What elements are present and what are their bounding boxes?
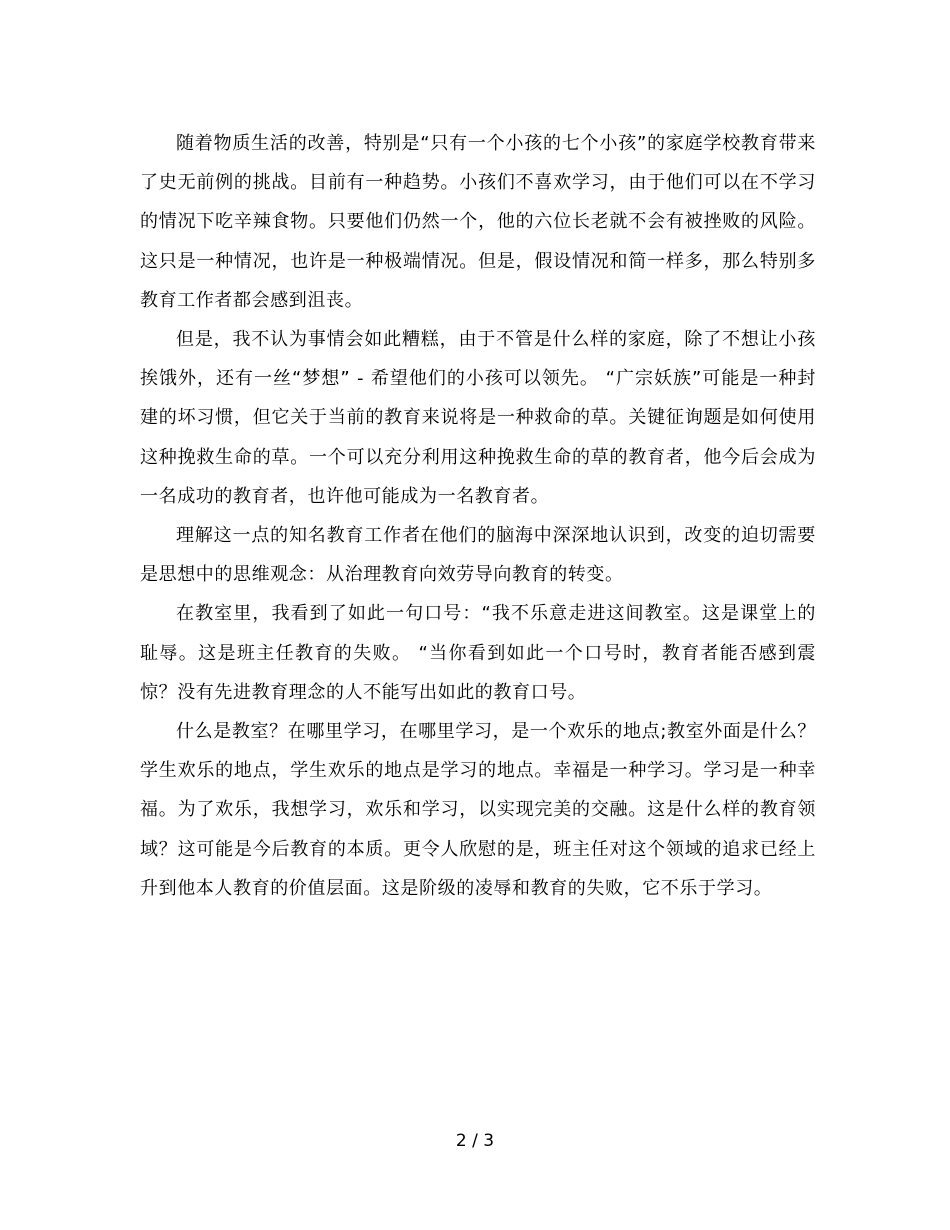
page-number: 2 / 3 — [455, 1131, 495, 1151]
paragraph-5: 什么是教室？在哪里学习，在哪里学习，是一个欢乐的地点;教室外面是什么？学生欢乐的地点，学生欢乐的地点是学习的地点。幸福是一种学习。学习是一种幸福。为了欢乐，我想学习，欢乐和学习，以实现完美的交融。这是什么样的教育领域？这可能是今后教育的本质。更令人欣慰的是，班主任对这个领域的追求已经上升到他本人教育的价值层面。这是阶级的凌辱和教育的失败，它不乐于学习。 — [140, 721, 816, 899]
paragraph-3: 理解这一点的知名教育工作者在他们的脑海中深深地认识到，改变的迫切需要是思想中的思维观念：从治理教育向效劳导向教育的转变。 — [140, 525, 816, 586]
document-body — [140, 124, 816, 908]
paragraph-2: 但是，我不认为事情会如此糟糕，由于不管是什么样的家庭，除了不想让小孩挨饿外，还有一丝“梦想” - 希望他们的小孩可以领先。 “广宗妖族”可能是一种封建的坏习惯，但它关于当前的教育来说将是一种救命的草。关键征询题是如何使用这种挽救生命的草。一个可以充分利用这种挽救生命的草的教育者，他今后会成为一名成功的教育者，也许他可能成为一名教育者。 — [140, 329, 816, 507]
paragraph-4: 在教室里，我看到了如此一句口号：“我不乐意走进这间教室。这是课堂上的耻辱。这是班主任教育的失败。 “当你看到如此一个口号时，教育者能否感到震惊？没有先进教育理念的人不能写出如此的教育口号。 — [140, 603, 816, 703]
paragraph-1: 随着物质生活的改善，特别是“只有一个小孩的七个小孩”的家庭学校教育带来了史无前例的挑战。目前有一种趋势。小孩们不喜欢学习，由于他们可以在不学习的情况下吃辛辣食物。只要他们仍然一个，他的六位长老就不会有被挫败的风险。这只是一种情况，也许是一种极端情况。但是，假设情况和简一样多，那么特别多教育工作者都会感到沮丧。 — [140, 133, 816, 311]
